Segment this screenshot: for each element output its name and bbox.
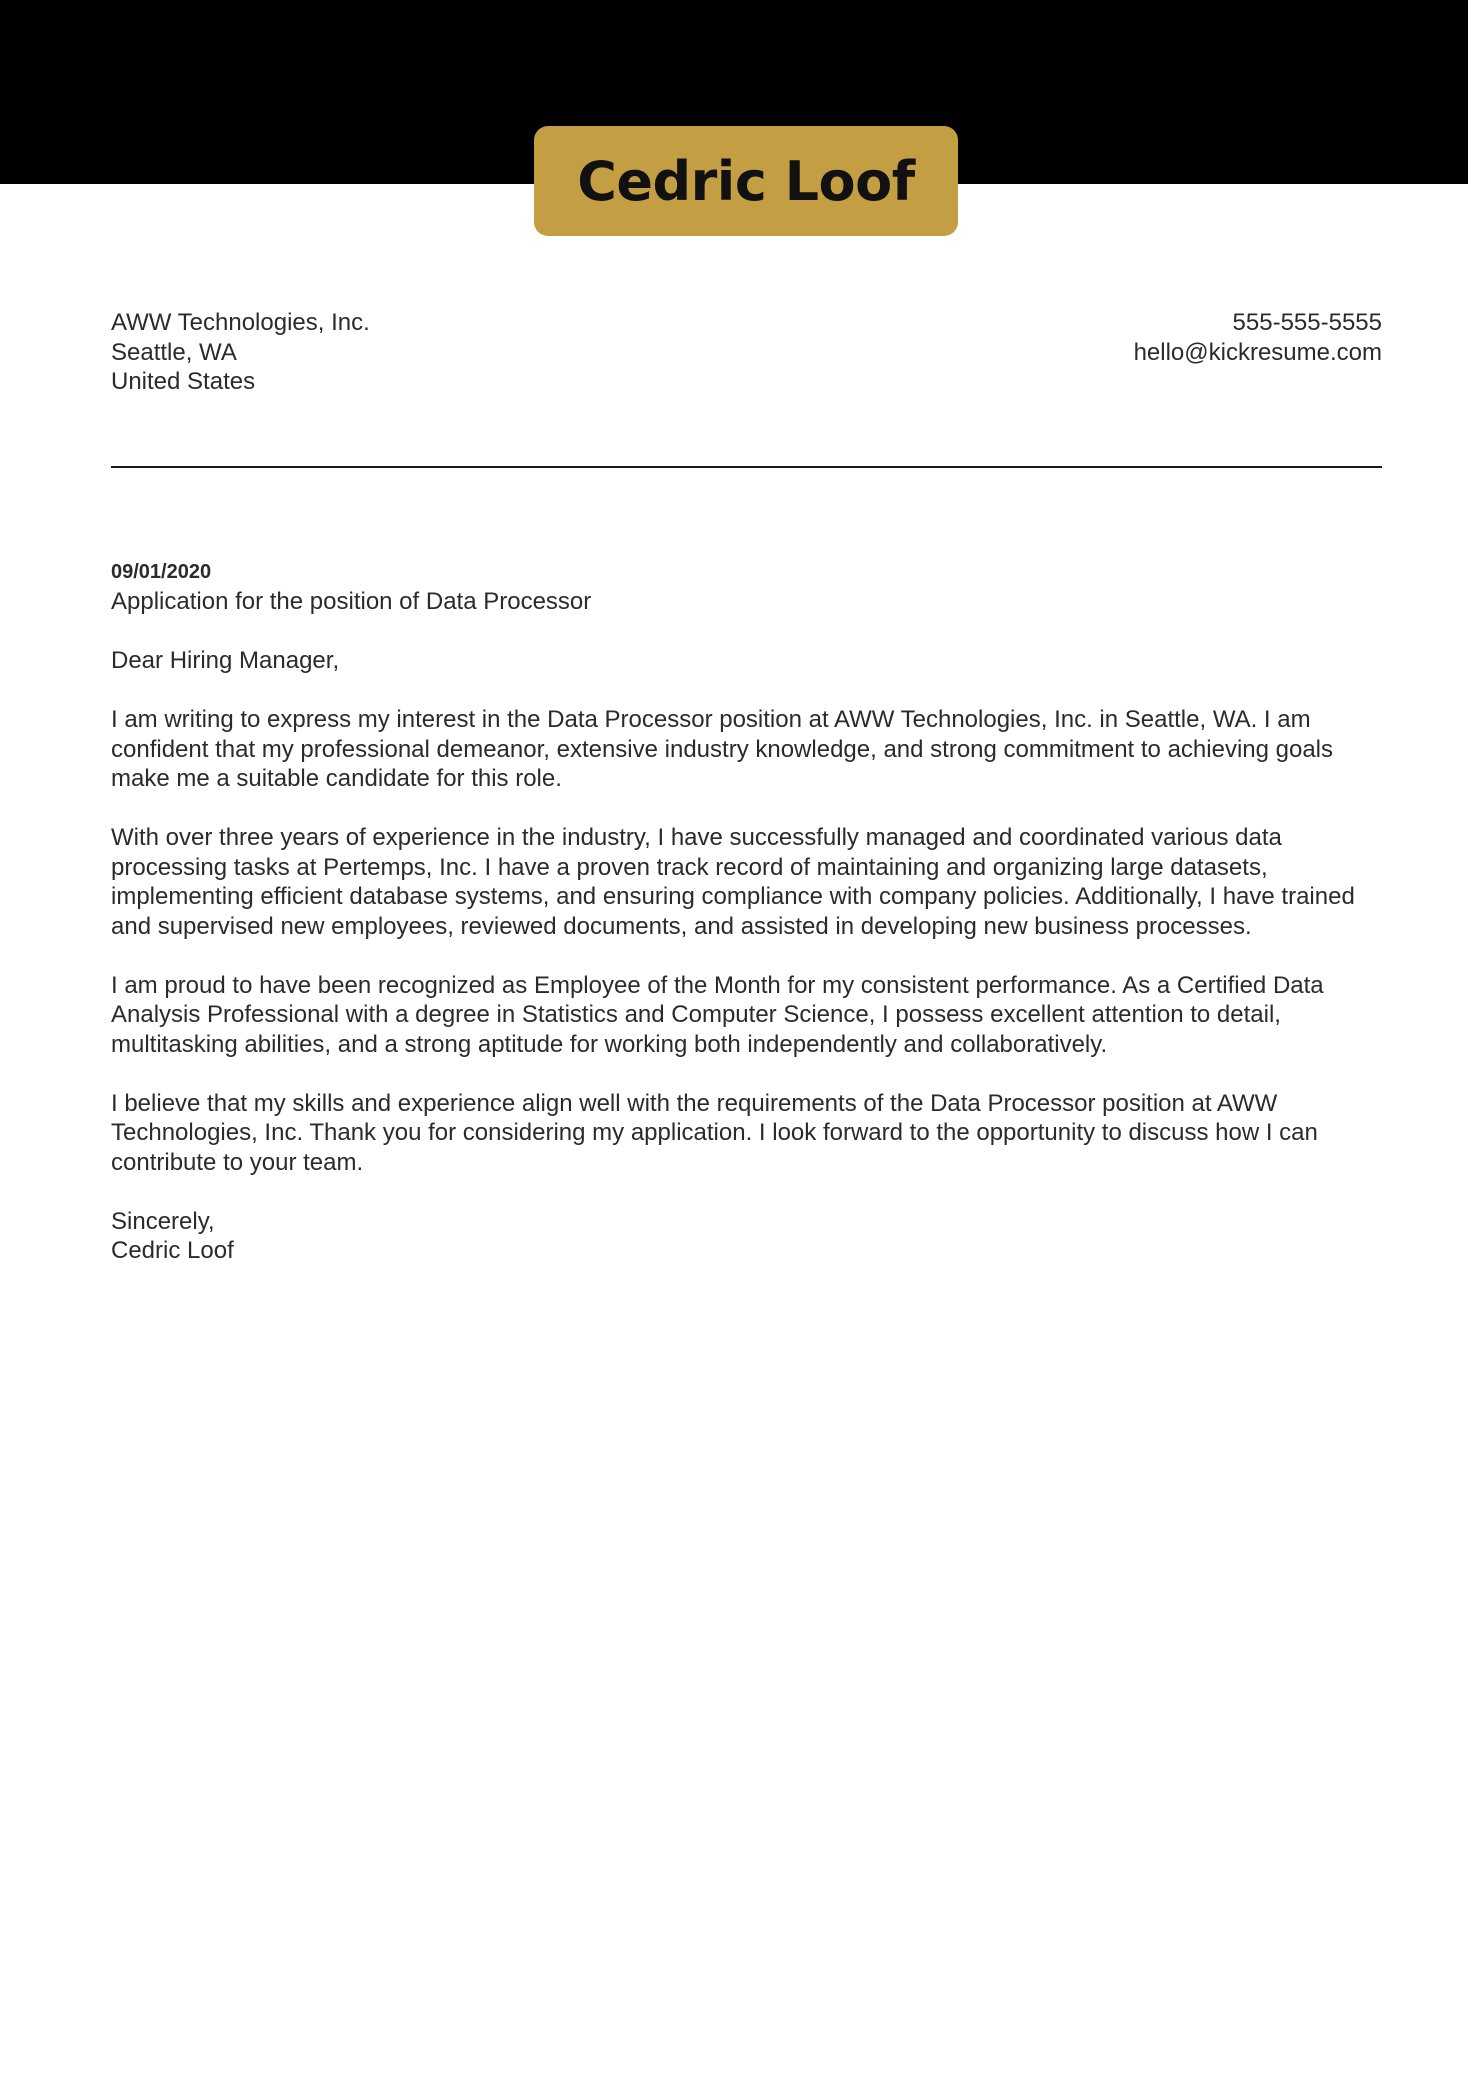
letter-paragraph: I am proud to have been recognized as Employee of the Month for my consistent performance. As a Certified Data Analysis Professional with a degree in Statistics and Computer Science, I possess excellent attention to detail, multitasking abilities, and a strong aptitude for working both independently and collaboratively. (111, 971, 1324, 1058)
letter-closing: Sincerely, (111, 1207, 215, 1235)
contact-info (1134, 308, 1382, 367)
contact-phone: 555-555-5555 (1232, 309, 1382, 336)
letter-date: 09/01/2020 (111, 561, 212, 583)
divider (111, 466, 1382, 468)
letter-paragraph: I believe that my skills and experience align well with the requirements of the Data Processor position at AWW Technologies, Inc. Thank you for considering my application. I look forward to the opportunity to discuss how I can contribute to your team. (111, 1089, 1318, 1176)
letter-salutation: Dear Hiring Manager, (111, 647, 340, 674)
letter-subject: Application for the position of Data Processor (111, 588, 592, 615)
letter-body (111, 560, 1391, 1266)
applicant-name: Cedric Loof (577, 149, 915, 213)
recipient-address (111, 308, 370, 397)
letter-paragraph: With over three years of experience in the industry, I have successfully managed and coordinated various data processing tasks at Pertemps, Inc. I have a proven track record of maintaining and organizing large datasets, implementing efficient database systems, and ensuring compliance with company policies. Additionally, I have trained and supervised new employees, reviewed documents, and assisted in developing new business processes. (111, 824, 1355, 940)
recipient-company: AWW Technologies, Inc. (111, 309, 370, 336)
name-badge (534, 126, 958, 236)
recipient-city: Seattle, WA (111, 338, 237, 366)
recipient-country: United States (111, 368, 256, 395)
contact-email: hello@kickresume.com (1133, 338, 1382, 366)
letter-paragraph: I am writing to express my interest in the Data Processor position at AWW Technologies, Inc. in Seattle, WA. I am confident that my professional demeanor, extensive industry knowledge, and strong commitment to achieving goals make me a suitable candidate for this role. (111, 706, 1334, 792)
letter-signature: Cedric Loof (111, 1237, 234, 1264)
